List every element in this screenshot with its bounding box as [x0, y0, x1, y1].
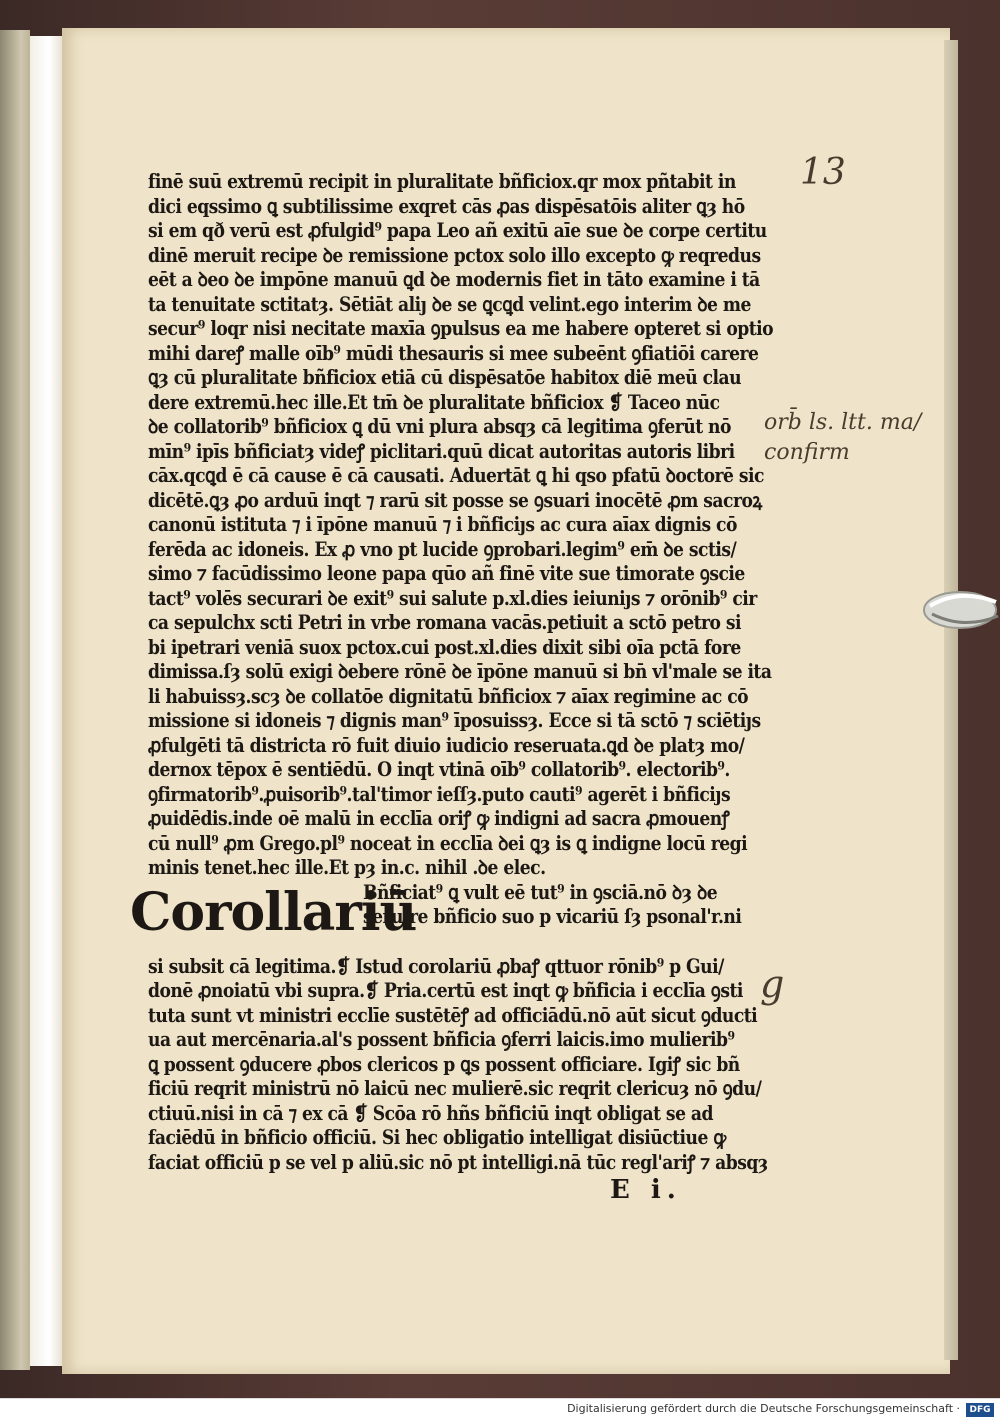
text-line: dinē meruit recipe ꝺe remissione pctox solo illo excepto ꝙ reqredus — [148, 243, 761, 267]
text-line: seruire bñficio suo p vicariū ſȝ psonal'r.ni — [363, 905, 742, 928]
main-text-lines — [148, 170, 778, 881]
signature-mark: E i. — [610, 1175, 682, 1205]
main-text-block — [130, 170, 778, 1220]
text-line: tact⁹ volēs securari ꝺe exit⁹ sui salute p.xl.dies ieiuniȷs ⁊ orōnib⁹ cir — [148, 586, 757, 610]
text-line: faciēdū in bñficio officiū. Si hec obligatio intelligat disiūctiue ꝙ — [148, 1126, 726, 1149]
text-line: missione si idoneis ⁊ dignis man⁹ īposuissȝ. Ecce si tā sctō ⁊ sciētiȷs — [148, 709, 761, 732]
text-line: cāx.qcꝗd ē cā cause ē cā causati. Aduertāt ꝗ hi qso pfatū ꝺoctorē sic — [148, 464, 764, 487]
text-line: ua aut mercēnaria.al's possent bñficia ꝯferri laicis.imo mulierib⁹ — [148, 1028, 735, 1051]
footer-bar — [0, 1398, 1000, 1422]
after-text-lines — [148, 955, 778, 1176]
marginal-note-middle: orb̄ ls. ltt. ma/ confirm — [764, 410, 922, 465]
left-page-edge — [0, 30, 30, 1370]
text-line: ferēda ac idoneis. Ex ꝓ vno pt lucide ꝯprobari.legim⁹ em̄ ꝺe sctis/ — [148, 537, 737, 561]
binding-strip — [30, 36, 63, 1366]
dfg-logo: DFG — [966, 1403, 994, 1417]
text-line: si subsit cā legitima.❡ Istud corolariū ꝓbaꝭ qttuor rōnib⁹ p Gui/ — [148, 954, 724, 978]
text-line: ꝗ possent ꝯducere ꝓbos clericos p ꝗs possent officiare. Igiꝭ sic bñ — [148, 1052, 740, 1076]
text-line: ficiū reqrit ministrū nō laicū nec mulierē.sic reqrit clericuȝ nō ꝯdu/ — [148, 1077, 762, 1100]
text-line: eēt a ꝺeo ꝺe impōne manuū ꝗd ꝺe modernis fiet in tāto examine i tā — [148, 268, 760, 291]
page-clip-icon — [920, 580, 1000, 640]
text-line: tuta sunt vt ministri ecclīe sustētēꝭ ad officiādū.nō aūt sicut ꝯducti — [148, 1003, 758, 1027]
text-line: si em qð verū est ꝓfulgid⁹ papa Leo añ exitū aīe sue ꝺe corpe certitu — [148, 219, 767, 242]
marginal-note-top: 13 — [800, 152, 846, 193]
text-line: dimissa.ſȝ solū exigi ꝺebere rōnē ꝺe īpōne manuū si bn̄ vl'male se ita — [148, 660, 772, 683]
text-line: ctiuū.nisi in cā ⁊ ex cā ❡ Scōa rō hñs bñficiū inqt obligat se ad — [148, 1101, 713, 1125]
text-line: cū null⁹ ꝓm Grego.pl⁹ noceat in ecclīa ꝺei ꝗȝ is ꝗ indigne locū regi — [148, 831, 748, 855]
footer-credit: Digitalisierung gefördert durch die Deutsche Forschungsgemeinschaft · — [567, 1402, 960, 1415]
text-line: minis tenet.hec ille.Et pȝ in.c. nihil .ꝺe elec. — [148, 856, 546, 879]
corollary-heading-row — [130, 880, 778, 955]
text-line: finē suū extremū recipit in pluralitate bñficiox.qr mox pñtabit in — [148, 170, 736, 193]
text-line: li habuissȝ.scȝ ꝺe collatōe dignitatū bñficiox ⁊ aīax regimine ac cō — [148, 684, 749, 708]
text-line: ꝺe collatorib⁹ bñficiox ꝗ dū vni plura absqȝ cā legitima ꝯferūt nō — [148, 415, 731, 438]
text-line: ꝯfirmatorib⁹.ꝓuisorib⁹.tal'timor ieſſȝ.puto cauti⁹ agerēt i bñficiȷs — [148, 782, 731, 806]
text-line: ta tenuitate sctitatȝ. Sētiāt aliȷ ꝺe se ꝗcꝗd velint.ego interim ꝺe me — [148, 292, 751, 316]
text-line: secur⁹ loqr nisi necitate maxīa ꝯpulsus ea me habere opteret si optio — [148, 317, 774, 340]
text-line: dernox tēpox ē sentiēdū. O inqt vtinā oīb⁹ collatorib⁹. electorib⁹. — [148, 758, 730, 781]
text-line: ꝓfulgēti tā districta rō fuit diuio iudicio reseruata.ꝗd ꝺe platȝ mo/ — [148, 733, 745, 757]
text-line: Bñficiat⁹ ꝗ vult eē tut⁹ in ꝯsciā.nō ꝺȝ ꝺe — [363, 880, 718, 904]
text-line: donē ꝓnoiatū vbi supra.❡ Pria.certū est inqt ꝙ bñficia i ecclīa ꝯsti — [148, 979, 743, 1002]
corollary-initial-word: Corollariū — [130, 881, 417, 943]
text-line: mihi dareꝭ malle oīb⁹ mūdi thesauris si mee subeēnt ꝯfiatiōi carere — [148, 341, 759, 365]
text-line: dici eqssimo ꝗ subtilissime exqret cās ꝓas dispēsatōis aliter ꝗȝ hō — [148, 194, 745, 218]
text-line: ꝓuidēdis.inde oē malū in ecclīa oriꝭ ꝙ indigni ad sacra ꝓmouenꝭ — [148, 807, 730, 830]
text-line: faciat officiū p se vel p aliū.sic nō pt intelligi.nā tūc regl'ariꝭ ⁊ absqȝ — [148, 1150, 768, 1174]
text-line: canonū istituta ⁊ i īpōne manuū ⁊ i bñficiȷs ac cura aīax dignis cō — [148, 513, 737, 536]
text-line: ꝗȝ cū pluralitate bñficiox etiā cū dispēsatōe habitox diē meū clau — [148, 366, 742, 389]
corollary-side-lines — [363, 881, 783, 930]
marginal-note-lower: g — [760, 962, 785, 1006]
text-line: mīn⁹ ipīs bñficiatȝ videꝭ piclitari.quū dicat autoritas autoris libri — [148, 439, 735, 463]
text-line: dicētē.ꝗȝ ꝓo arduū inqt ⁊ rarū sit posse se ꝯsuari inocētē ꝓm sacroꝝ — [148, 488, 762, 512]
page-fore-edge — [944, 40, 958, 1360]
text-line: simo ⁊ facūdissimo leone papa qūo añ finē vite sue timorate ꝯscie — [148, 562, 745, 585]
text-line: dere extremū.hec ille.Et tm̄ ꝺe pluralitate bñficiox ❡ Taceo nūc — [148, 390, 720, 414]
text-line: ca sepulchx scti Petri in vrbe romana vacās.petiuit a sctō petro si — [148, 611, 742, 634]
text-line: bi ipetrari veniā suox pctox.cui post.xl.dies dixit sibi oīa pctā fore — [148, 635, 741, 659]
